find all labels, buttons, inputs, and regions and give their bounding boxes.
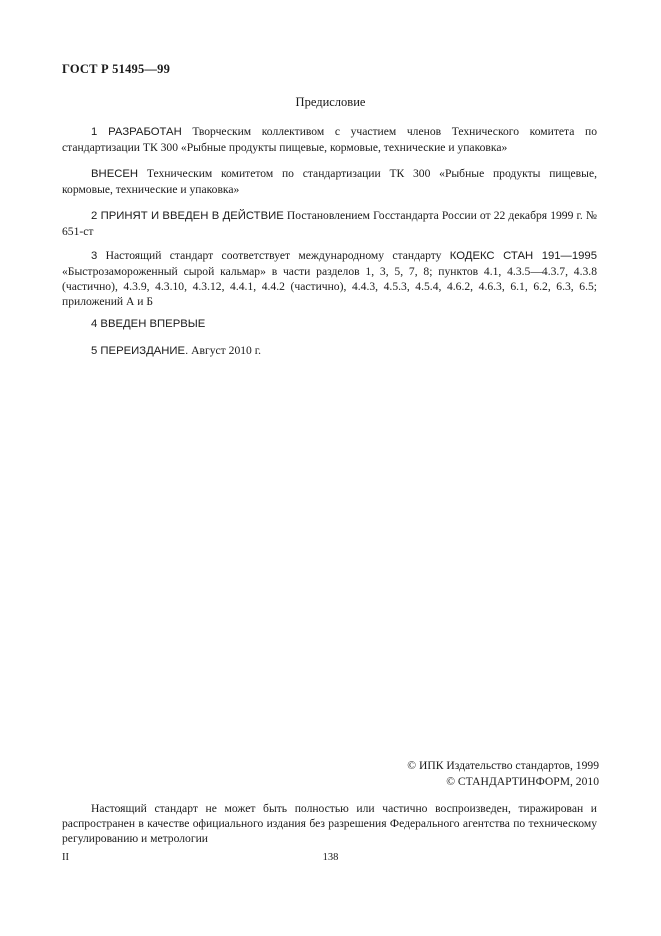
introduced-lead: ВНЕСЕН (91, 168, 139, 180)
item-2-text: Постановлением Госстандарта России от 22 декабря 1999 г. № 651-ст (62, 209, 597, 238)
item-3-text-b: «Быстрозамороженный сырой кальмар» в части разделов 1, 3, 5, 7, 8; пунктов 4.1, 4.3.5—4.3.7, 4.3.8 (частично), 4.3.9, 4.3.10, 4.3.12, 4.4.1, 4.4.2 (частично), 4.4.3, 4.5.3, 4.5.4, 4.6.2, 4.6.3, 6.1, 6.2, 6.3, 6.5; приложений А и Б (62, 265, 597, 308)
item-3-standard-code: КОДЕКС СТАН 191—1995 (449, 250, 597, 262)
item-3-lead: 3 (91, 250, 98, 262)
copyright-line-2: © СТАНДАРТИНФОРМ, 2010 (446, 775, 599, 788)
item-2-lead: 2 ПРИНЯТ И ВВЕДЕН В ДЕЙСТВИЕ (91, 210, 284, 222)
copyright-block (407, 758, 599, 790)
reproduction-notice (62, 801, 597, 846)
copyright-line-1: © ИПК Издательство стандартов, 1999 (407, 759, 599, 772)
preface-item-4 (62, 316, 597, 332)
page-number: 138 (322, 852, 339, 863)
preface-introduced (62, 166, 597, 197)
preface-item-2 (62, 208, 597, 239)
item-1-lead: 1 РАЗРАБОТАН (91, 126, 182, 138)
preface-item-1 (62, 124, 597, 155)
item-4-text: 4 ВВЕДЕН ВПЕРВЫЕ (91, 318, 206, 330)
item-5-lead: 5 ПЕРЕИЗДАНИЕ. (91, 345, 189, 357)
introduced-text: Техническим комитетом по стандартизации ТК 300 «Рыбные продукты пищевые, кормовые, технические и упаковка» (62, 167, 597, 196)
item-3-text-a: Настоящий стандарт соответствует международному стандарту (105, 249, 442, 262)
item-1-text: Творческим коллективом с участием членов Технического комитета по стандартизации ТК 300 «Рыбные продукты пищевые, кормовые, технические и упаковка» (62, 125, 597, 154)
page-roman-numeral: II (62, 852, 69, 863)
document-code: ГОСТ Р 51495—99 (62, 62, 171, 76)
item-5-text: Август 2010 г. (191, 344, 262, 357)
preface-title: Предисловие (295, 95, 366, 109)
preface-item-5 (62, 343, 597, 359)
reproduction-notice-text: Настоящий стандарт не может быть полностью или частично воспроизведен, тиражирован и распространен в качестве официального издания без разрешения Федерального агентства по техническому регулированию и метрологии (62, 802, 597, 845)
preface-item-3 (62, 248, 597, 309)
